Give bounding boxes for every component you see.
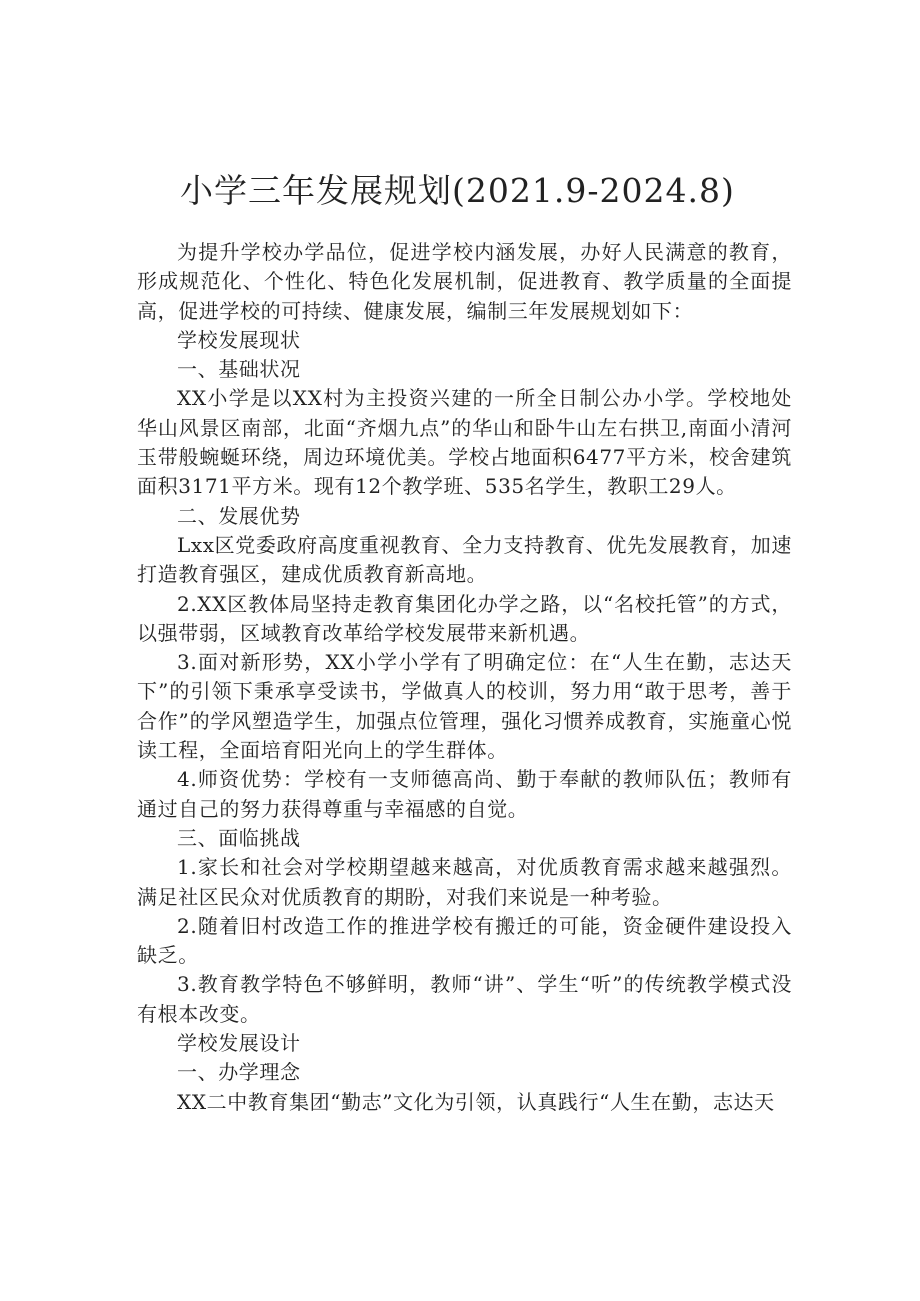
- subsection-heading: 三、面临挑战: [177, 825, 301, 850]
- paragraph: 3.教育教学特色不够鲜明，教师“讲”、学生“听”的传统教学模式没有根本改变。: [137, 972, 792, 1026]
- subsection-heading: 一、基础状况: [177, 357, 301, 382]
- document-body: [137, 238, 792, 1117]
- subsection-heading: 一、办学理念: [177, 1060, 301, 1085]
- paragraph-intro: 为提升学校办学品位，促进学校内涵发展，办好人民满意的教育，形成规范化、个性化、特色化发展机制，促进教育、教学质量的全面提高，促进学校的可持续、健康发展，编制三年发展规划如下：: [137, 240, 792, 323]
- paragraph: 4.师资优势：学校有一支师德高尚、勤于奉献的教师队伍；教师有通过自己的努力获得尊重与幸福感的自觉。: [137, 767, 792, 821]
- section-heading: 学校发展设计: [177, 1031, 301, 1056]
- subsection-heading: 二、发展优势: [177, 503, 301, 528]
- paragraph: 3.面对新形势，XX小学小学有了明确定位：在“人生在勤，志达天下”的引领下秉承享受读书，学做真人的校训，努力用“敢于思考，善于合作”的学风塑造学生，加强点位管理，强化习惯养成教育，实施童心悦读工程，全面培育阳光向上的学生群体。: [137, 650, 792, 763]
- paragraph: XX小学是以XX村为主投资兴建的一所全日制公办小学。学校地处华山风景区南部，北面“齐烟九点”的华山和卧牛山左右拱卫,南面小清河玉带般蜿蜒环绕，周边环境优美。学校占地面积6477平方米，校舍建筑面积3171平方米。现有12个教学班、535名学生，教职工29人。: [137, 386, 792, 499]
- paragraph: 2.XX区教体局坚持走教育集团化办学之路，以“名校托管”的方式，以强带弱，区域教育改革给学校发展带来新机遇。: [137, 591, 792, 645]
- document-title: 小学三年发展规划(2021.9-2024.8): [180, 171, 735, 210]
- paragraph: Lxx区党委政府高度重视教育、全力支持教育、优先发展教育，加速打造教育强区，建成优质教育新高地。: [137, 532, 792, 587]
- paragraph: XX二中教育集团“勤志”文化为引领，认真践行“人生在勤，志达天: [177, 1089, 775, 1114]
- section-heading: 学校发展现状: [177, 327, 301, 352]
- paragraph: 2.随着旧村改造工作的推进学校有搬迁的可能，资金硬件建设投入缺乏。: [137, 913, 792, 968]
- paragraph: 1.家长和社会对学校期望越来越高，对优质教育需求越来越强烈。满足社区民众对优质教育的期盼，对我们来说是一种考验。: [137, 855, 792, 909]
